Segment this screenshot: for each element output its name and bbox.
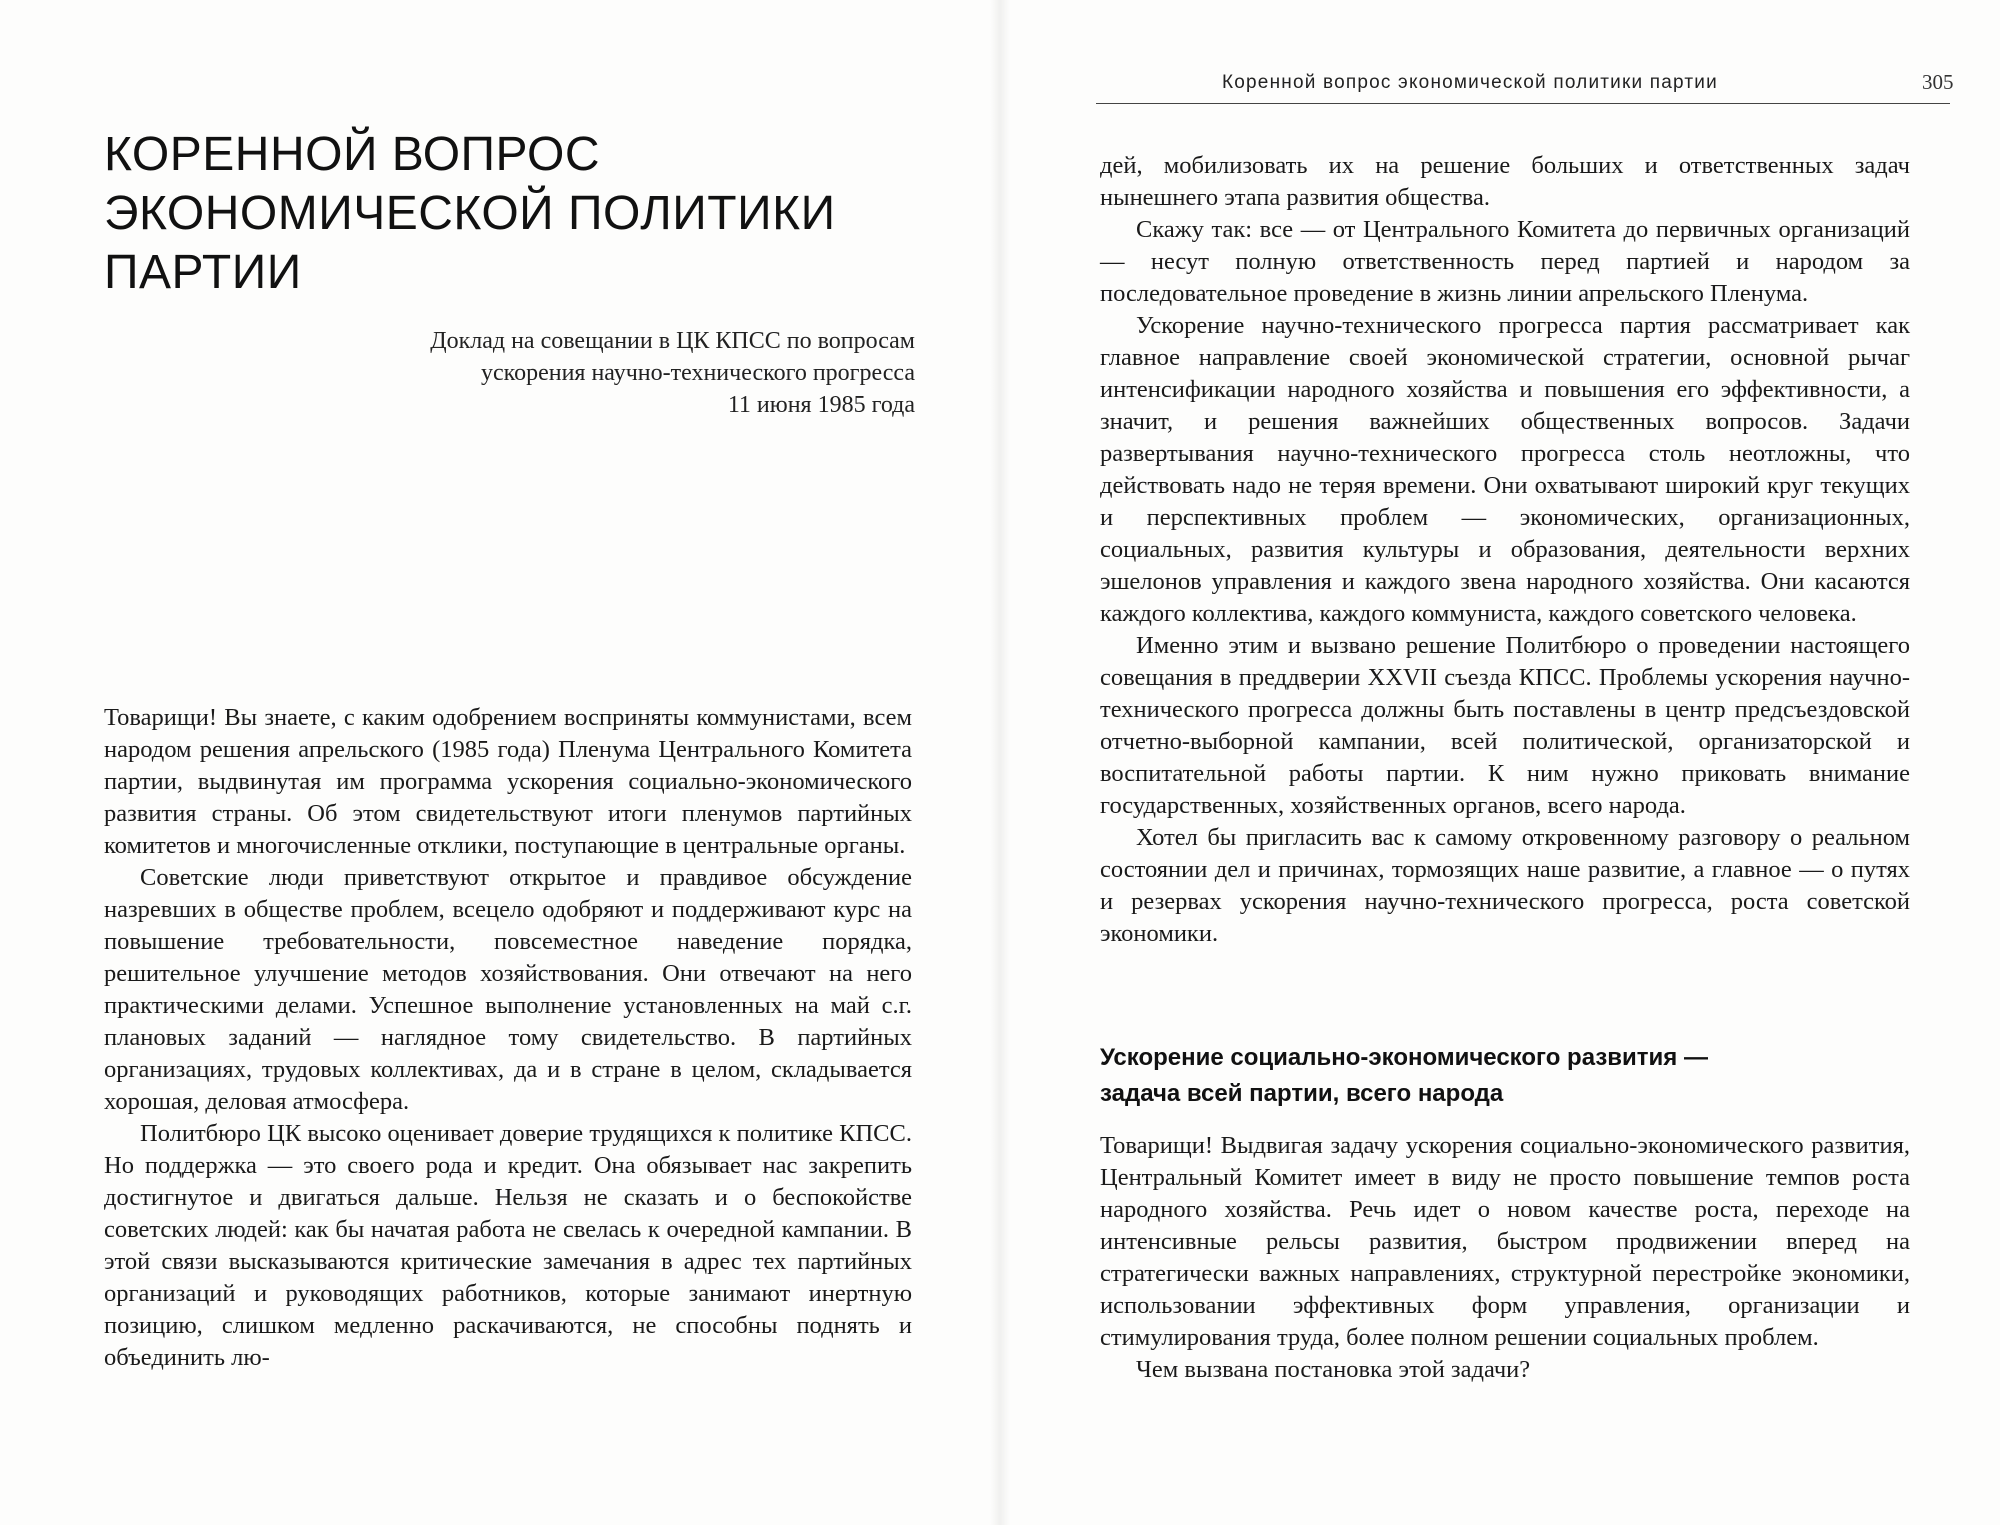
section-heading <box>1100 1040 1880 1112</box>
left-body-text <box>104 702 912 1374</box>
right-body-text-bottom <box>1100 1130 1910 1386</box>
paragraph: Именно этим и вызвано решение Политбюро о проведении настоящего совещания в преддверии XXVII съезда КПСС. Проблемы ускорения научно-технического прогресса должны быть поставлены в центр предсъездовской отчетно-выборной кампании, всей политической, организаторской и воспитательной работы партии. К ним нужно приковать внимание государственных, хозяйственных органов, всего народа. <box>1100 632 1910 819</box>
paragraph: Чем вызвана постановка этой задачи? <box>1136 1356 1531 1383</box>
paragraph: Советские люди приветствуют открытое и правдивое обсуждение назревших в обществе проблем, всецело одобряют и поддерживают курс на повышение требовательности, повсеместное наведение порядка, решительное улучшение методов хозяйствования. Они отвечают на него практическими делами. Успешное выполнение установленных на май с.г. плановых заданий — наглядное тому свидетельство. В партийных организациях, трудовых коллективах, да и в стране в целом, складывается хорошая, деловая атмосфера. <box>104 864 912 1115</box>
header-rule <box>1096 103 1950 104</box>
page-number: 305 <box>1922 70 1954 94</box>
subtitle-line: Доклад на совещании в ЦК КПСС по вопросам <box>430 328 915 354</box>
paragraph: Товарищи! Вы знаете, с каким одобрением восприняты коммунистами, всем народом решения апрельского (1985 года) Пленума Центрального Комитета партии, выдвинутая им программа ускорения социально-экономического развития страны. Об этом свидетельствуют итоги пленумов партийных комитетов и многочисленные отклики, поступающие в центральные органы. <box>104 704 912 859</box>
chapter-title: КОРЕННОЙ ВОПРОС ЭКОНОМИЧЕСКОЙ ПОЛИТИКИ ПАРТИИ <box>104 128 836 299</box>
chapter-subtitle <box>300 325 915 421</box>
paragraph: Ускорение научно-технического прогресса партия рассматривает как главное направление своей экономической стратегии, основной рычаг интенсификации народного хозяйства и повышения его эффективности, а значит, и решения важнейших общественных вопросов. Задачи развертывания научно-технического прогресса столь неотложны, что действовать надо не теряя времени. Они охватывают широкий круг текущих и перспективных проблем — экономических, организационных, социальных, развития культуры и образования, деятельности верхних эшелонов управления и каждого звена народного хозяйства. Они касаются каждого коллектива, каждого коммуниста, каждого советского человека. <box>1100 312 1910 627</box>
section-heading-line: Ускорение социально-экономического развития — <box>1100 1044 1708 1071</box>
right-body-text-top <box>1100 150 1910 950</box>
subtitle-date: 11 июня 1985 года <box>727 392 915 418</box>
section-heading-line: задача всей партии, всего народа <box>1100 1080 1504 1107</box>
paragraph: Товарищи! Выдвигая задачу ускорения социально-экономического развития, Центральный Комитет имеет в виду не просто повышение темпов роста народного хозяйства. Речь идет о новом качестве роста, переходе на интенсивные рельсы развития, быстром продвижении вперед на стратегически важных направлениях, структурной перестройке экономики, использовании эффективных форм управления, организации и стимулирования труда, более полном решении социальных проблем. <box>1100 1132 1910 1351</box>
running-head: Коренной вопрос экономической политики партии <box>1222 72 1718 93</box>
paragraph: Скажу так: все — от Центрального Комитета до первичных организаций — несут полную ответственность перед партией и народом за последовательное проведение в жизнь линии апрельского Пленума. <box>1100 216 1910 307</box>
subtitle-line: ускорения научно-технического прогресса <box>480 360 915 386</box>
paragraph: Политбюро ЦК высоко оценивает доверие трудящихся к политике КПСС. Но поддержка — это своего рода и кредит. Она обязывает нас закрепить достигнутое и двигаться дальше. Нельзя не сказать и о беспокойстве советских людей: как бы начатая работа не свелась к очередной кампании. В этой связи высказываются критические замечания в адрес тех партийных организаций и руководящих работников, которые занимают инертную позицию, слишком медленно раскачиваются, не способны поднять и объединить лю- <box>104 1120 912 1371</box>
right-page <box>1000 0 2000 1525</box>
paragraph: Хотел бы пригласить вас к самому откровенному разговору о реальном состоянии дел и причинах, тормозящих наше развитие, а главное — о путях и резервах ускорения научно-технического прогресса, роста советской экономики. <box>1100 824 1910 947</box>
paragraph: дей, мобилизовать их на решение больших и ответственных задач нынешнего этапа развития общества. <box>1100 152 1910 211</box>
